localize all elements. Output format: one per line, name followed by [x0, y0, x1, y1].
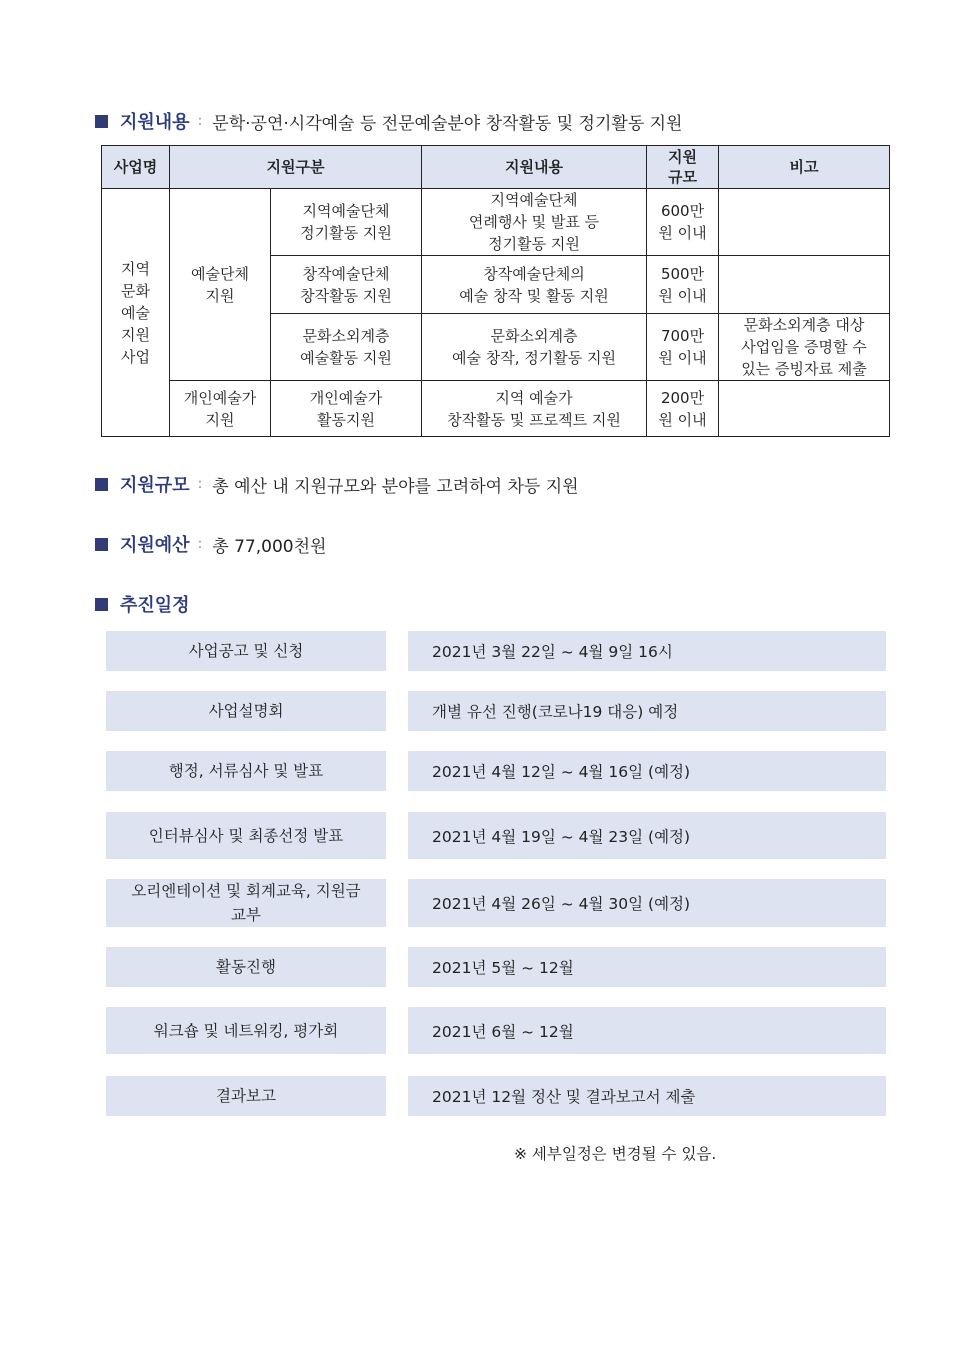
sub-category-cell: 창작예술단체 창작활동 지원: [271, 256, 422, 314]
sub-category-cell: 지역예술단체 정기활동 지원: [271, 189, 422, 256]
schedule-label: 사업공고 및 신청: [106, 631, 386, 671]
schedule-value: 2021년 6월 ~ 12월: [408, 1007, 886, 1054]
scale-cell: 200만 원 이내: [647, 381, 719, 437]
schedule-label: 사업설명회: [106, 691, 386, 731]
section-title: 지원규모: [120, 475, 190, 496]
content-cell: 창작예술단체의 예술 창작 및 활동 지원: [422, 256, 647, 314]
header-category: 지원구분: [170, 146, 422, 189]
header-business: 사업명: [102, 146, 170, 189]
scale-cell: 600만 원 이내: [647, 189, 719, 256]
header-note: 비고: [719, 146, 890, 189]
section-support-content: 지원내용 : 문학·공연·시각예술 등 전문예술분야 창작활동 및 정기활동 지원: [95, 108, 682, 134]
schedule-label: 결과보고: [106, 1076, 386, 1116]
table-header-row: [102, 146, 890, 189]
footnote: ※ 세부일정은 변경될 수 있음.: [514, 1145, 717, 1163]
sub-category-cell: 문화소외계층 예술활동 지원: [271, 314, 422, 381]
schedule-value: 2021년 4월 26일 ~ 4월 30일 (예정): [408, 879, 886, 927]
note-cell: [719, 381, 890, 437]
sub-category-cell: 개인예술가 활동지원: [271, 381, 422, 437]
note-cell: [719, 256, 890, 314]
content-cell: 문화소외계층 예술 창작, 정기활동 지원: [422, 314, 647, 381]
scale-cell: 700만 원 이내: [647, 314, 719, 381]
table-row: [102, 189, 890, 256]
note-cell: 문화소외계층 대상 사업임을 증명할 수 있는 증빙자료 제출: [719, 314, 890, 381]
table-row: [102, 381, 890, 437]
section-title: 지원내용: [120, 112, 190, 133]
header-content: 지원내용: [422, 146, 647, 189]
schedule-label: 워크숍 및 네트워킹, 평가회: [106, 1007, 386, 1054]
section-title: 지원예산: [120, 535, 190, 556]
square-bullet-icon: [95, 478, 108, 491]
schedule-value: 2021년 3월 22일 ~ 4월 9일 16시: [408, 631, 886, 671]
schedule-value: 2021년 4월 19일 ~ 4월 23일 (예정): [408, 812, 886, 859]
schedule-label: 오리엔테이션 및 회계교육, 지원금 교부: [106, 879, 386, 927]
business-name-cell: 지역 문화 예술 지원 사업: [102, 189, 170, 437]
schedule-label: 행정, 서류심사 및 발표: [106, 751, 386, 791]
header-scale: 지원 규모: [647, 146, 719, 189]
schedule-value: 2021년 4월 12일 ~ 4월 16일 (예정): [408, 751, 886, 791]
content-cell: 지역 예술가 창작활동 및 프로젝트 지원: [422, 381, 647, 437]
schedule-value: 개별 유선 진행(코로나19 대응) 예정: [408, 691, 886, 731]
group-cell: 예술단체 지원: [170, 189, 271, 381]
schedule-value: 2021년 5월 ~ 12월: [408, 947, 886, 987]
section-support-scale: 지원규모 : 총 예산 내 지원규모와 분야를 고려하여 차등 지원: [95, 471, 579, 497]
schedule-value: 2021년 12월 정산 및 결과보고서 제출: [408, 1076, 886, 1116]
square-bullet-icon: [95, 538, 108, 551]
section-schedule: [95, 591, 190, 617]
schedule-label: 활동진행: [106, 947, 386, 987]
square-bullet-icon: [95, 598, 108, 611]
square-bullet-icon: [95, 115, 108, 128]
section-support-budget: 지원예산 : 총 77,000천원: [95, 531, 326, 557]
group-cell: 개인예술가 지원: [170, 381, 271, 437]
support-table: [101, 145, 890, 437]
schedule-label: 인터뷰심사 및 최종선정 발표: [106, 812, 386, 859]
section-body: 총 77,000천원: [212, 536, 327, 557]
section-title: 추진일정: [120, 595, 190, 616]
content-cell: 지역예술단체 연례행사 및 발표 등 정기활동 지원: [422, 189, 647, 256]
note-cell: [719, 189, 890, 256]
section-body: 총 예산 내 지원규모와 분야를 고려하여 차등 지원: [212, 476, 579, 497]
scale-cell: 500만 원 이내: [647, 256, 719, 314]
section-body: 문학·공연·시각예술 등 전문예술분야 창작활동 및 정기활동 지원: [212, 113, 683, 134]
